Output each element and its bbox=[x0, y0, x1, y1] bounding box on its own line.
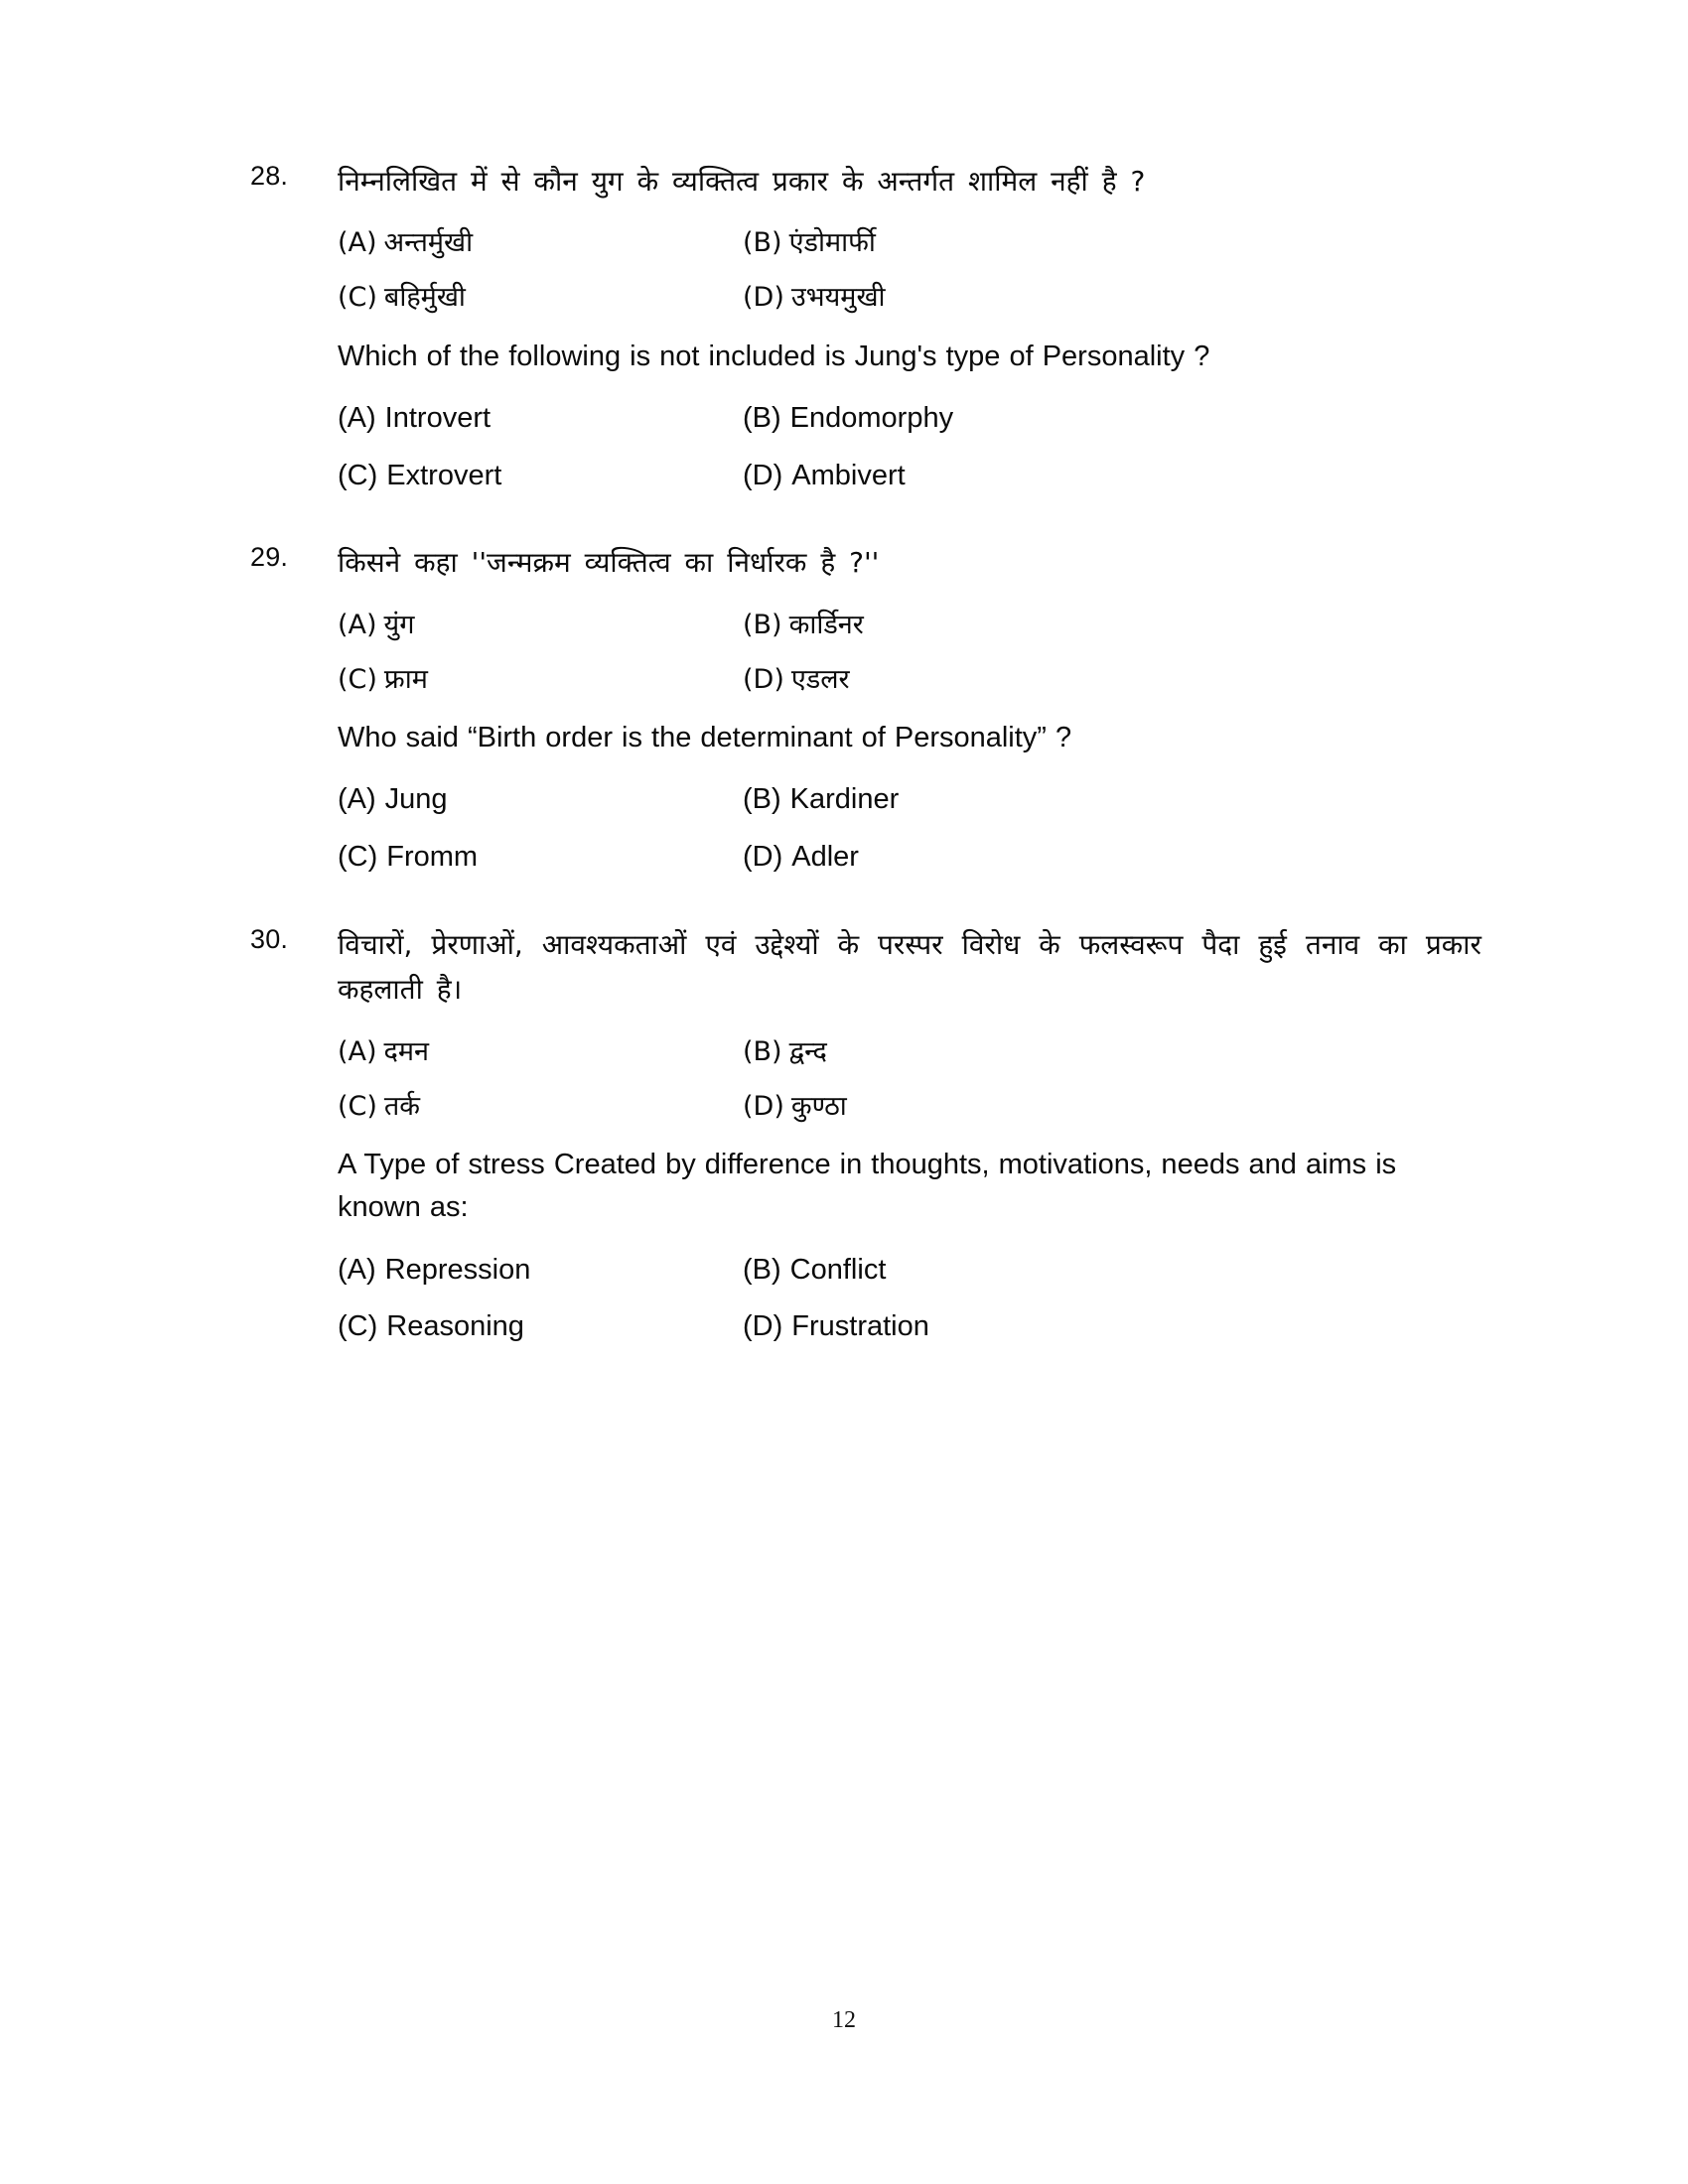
option-d-hindi-29[interactable] bbox=[743, 662, 1148, 697]
option-c-english-28[interactable] bbox=[338, 458, 743, 495]
options-hindi-28 bbox=[338, 225, 1481, 315]
question-text-hindi-30: विचारों, प्रेरणाओं, आवश्यकताओं एवं उद्देश्यों के परस्पर विरोध के फलस्वरूप पैदा हुई तनाव का प्रकार कहलाती है। bbox=[338, 927, 1481, 1007]
question-text-english-29: Who said “Birth order is the determinant of Personality” ? bbox=[338, 721, 1072, 753]
option-c-english-30[interactable] bbox=[338, 1308, 743, 1346]
option-d-english-29[interactable] bbox=[743, 839, 1148, 877]
option-b-hindi-28[interactable] bbox=[743, 225, 1148, 260]
option-b-hindi-30[interactable] bbox=[743, 1034, 1148, 1069]
option-text: Endomorphy bbox=[789, 402, 954, 435]
page-footer bbox=[0, 2007, 1688, 2034]
option-label: (C) bbox=[338, 841, 378, 874]
option-label: (D) bbox=[743, 459, 783, 491]
option-row bbox=[338, 458, 1481, 495]
option-row bbox=[338, 839, 1481, 877]
option-text: Jung bbox=[384, 783, 448, 816]
option-text: Ambivert bbox=[791, 459, 906, 491]
option-b-hindi-29[interactable] bbox=[743, 608, 1148, 642]
option-label: (D) bbox=[743, 282, 784, 314]
option-d-english-28[interactable] bbox=[743, 458, 1148, 495]
option-text: Kardiner bbox=[789, 783, 900, 816]
question-list bbox=[250, 159, 1481, 1392]
option-label: (D) bbox=[743, 841, 783, 874]
option-a-hindi-30[interactable] bbox=[338, 1034, 743, 1069]
option-text: फ्राम bbox=[383, 663, 428, 695]
option-row bbox=[338, 280, 1481, 315]
option-label: (C) bbox=[338, 663, 377, 695]
option-d-hindi-28[interactable] bbox=[743, 280, 1148, 315]
option-label: (B) bbox=[743, 1035, 782, 1067]
option-text: एडलर bbox=[790, 663, 850, 695]
option-label: (B) bbox=[743, 227, 782, 259]
option-label: (A) bbox=[338, 402, 376, 435]
options-hindi-29 bbox=[338, 608, 1481, 697]
option-text: बहिर्मुखी bbox=[383, 282, 466, 314]
question-text-hindi-28: निम्नलिखित में से कौन युग के व्यक्तित्व प्रकार के अन्तर्गत शामिल नहीं है ? bbox=[338, 165, 1146, 198]
option-row bbox=[338, 1034, 1481, 1069]
option-text: Extrovert bbox=[386, 459, 502, 491]
option-label: (B) bbox=[743, 609, 782, 640]
option-text: Introvert bbox=[384, 402, 492, 435]
option-text: Conflict bbox=[789, 1253, 887, 1286]
options-english-28 bbox=[338, 400, 1481, 494]
options-english-29 bbox=[338, 781, 1481, 876]
option-label: (B) bbox=[743, 783, 781, 816]
option-c-hindi-29[interactable] bbox=[338, 662, 743, 697]
option-a-english-28[interactable] bbox=[338, 400, 743, 438]
option-row bbox=[338, 400, 1481, 438]
option-c-english-29[interactable] bbox=[338, 839, 743, 877]
question-number-28: 28. bbox=[250, 161, 289, 191]
option-label: (A) bbox=[338, 609, 377, 640]
option-a-hindi-28[interactable] bbox=[338, 225, 743, 260]
option-text: द्वन्द bbox=[788, 1035, 827, 1067]
option-d-english-30[interactable] bbox=[743, 1308, 1148, 1346]
question-number-29: 29. bbox=[250, 542, 289, 573]
option-text: कार्डिनर bbox=[788, 609, 864, 640]
option-a-english-30[interactable] bbox=[338, 1252, 743, 1290]
option-text: अन्तर्मुखी bbox=[383, 227, 474, 259]
option-row bbox=[338, 1089, 1481, 1124]
option-row bbox=[338, 781, 1481, 819]
option-label: (A) bbox=[338, 783, 376, 816]
option-text: एंडोमार्फी bbox=[788, 227, 876, 259]
option-b-english-30[interactable] bbox=[743, 1252, 1148, 1290]
option-text: Reasoning bbox=[386, 1310, 524, 1343]
option-a-english-29[interactable] bbox=[338, 781, 743, 819]
option-text: Repression bbox=[384, 1253, 531, 1286]
option-label: (A) bbox=[338, 227, 377, 259]
question-block-28 bbox=[250, 159, 1481, 514]
option-text: दमन bbox=[383, 1035, 430, 1067]
option-label: (B) bbox=[743, 402, 781, 435]
option-row bbox=[338, 662, 1481, 697]
option-label: (A) bbox=[338, 1035, 377, 1067]
option-text: उभयमुखी bbox=[790, 282, 886, 314]
option-text: Fromm bbox=[386, 841, 479, 874]
option-c-hindi-30[interactable] bbox=[338, 1089, 743, 1124]
option-row bbox=[338, 225, 1481, 260]
option-text: Adler bbox=[791, 841, 859, 874]
option-text: तर्क bbox=[383, 1090, 421, 1122]
options-english-30 bbox=[338, 1252, 1481, 1346]
question-text-english-28: Which of the following is not included is Jung's type of Personality ? bbox=[338, 340, 1210, 372]
question-number-30: 30. bbox=[250, 923, 289, 954]
option-text: कुण्ठा bbox=[790, 1090, 847, 1122]
option-label: (C) bbox=[338, 1090, 377, 1122]
option-a-hindi-29[interactable] bbox=[338, 608, 743, 642]
question-block-29 bbox=[250, 540, 1481, 895]
option-label: (D) bbox=[743, 1090, 784, 1122]
question-text-english-30: A Type of stress Created by difference in thoughts, motivations, needs and aims is known as: bbox=[338, 1148, 1397, 1224]
option-label: (C) bbox=[338, 1310, 378, 1343]
options-hindi-30 bbox=[338, 1034, 1481, 1124]
option-label: (B) bbox=[743, 1253, 781, 1286]
option-row bbox=[338, 1252, 1481, 1290]
option-row bbox=[338, 608, 1481, 642]
option-text: युंग bbox=[383, 609, 415, 640]
option-b-english-29[interactable] bbox=[743, 781, 1148, 819]
option-label: (D) bbox=[743, 663, 784, 695]
option-label: (C) bbox=[338, 459, 378, 491]
option-c-hindi-28[interactable] bbox=[338, 280, 743, 315]
option-d-hindi-30[interactable] bbox=[743, 1089, 1148, 1124]
option-label: (D) bbox=[743, 1310, 783, 1343]
page-number: 12 bbox=[832, 2007, 856, 2033]
question-block-30 bbox=[250, 922, 1481, 1366]
option-label: (A) bbox=[338, 1253, 376, 1286]
question-text-hindi-29: किसने कहा ''जन्मक्रम व्यक्तित्व का निर्धारक है ?'' bbox=[338, 546, 880, 580]
option-text: Frustration bbox=[791, 1310, 929, 1343]
option-row bbox=[338, 1308, 1481, 1346]
option-b-english-28[interactable] bbox=[743, 400, 1148, 438]
option-label: (C) bbox=[338, 282, 377, 314]
